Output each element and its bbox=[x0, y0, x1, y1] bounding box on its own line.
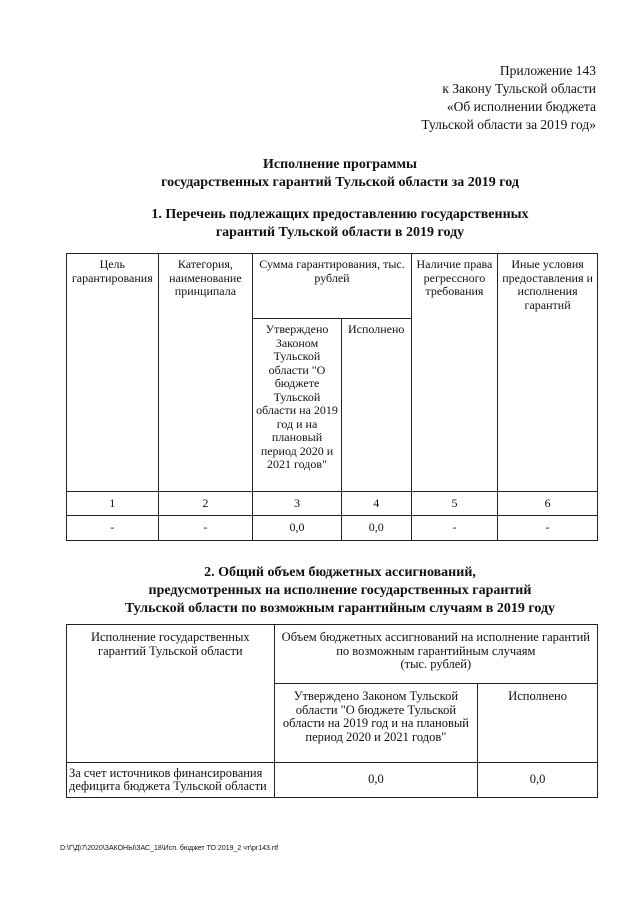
column-number: 3 bbox=[253, 492, 342, 516]
document-title bbox=[60, 156, 620, 192]
section1-title-line: 1. Перечень подлежащих предоставлению государственных bbox=[151, 207, 529, 222]
table-cell: 0,0 bbox=[341, 516, 411, 541]
section2-title-line: Тульской области по возможным гарантийным случаям в 2019 году bbox=[124, 601, 556, 616]
table-cell: - bbox=[498, 516, 598, 541]
header-executed: Исполнено bbox=[478, 684, 598, 763]
header-other-conditions: Иные условия предоставления и исполнения гарантий bbox=[498, 254, 598, 492]
appendix-block bbox=[360, 62, 596, 134]
header-execution: Исполнение государственных гарантий Тульской области bbox=[67, 625, 275, 763]
appendix-line: Приложение 143 bbox=[499, 63, 596, 78]
header-regress: Наличие права регрессного требования bbox=[411, 254, 497, 492]
section2-title-line: предусмотренных на исполнение государственных гарантий bbox=[148, 583, 532, 598]
header-amount: Сумма гарантирования, тыс. рублей bbox=[253, 254, 411, 319]
row-label: За счет источников финансирования дефицита бюджета Тульской области bbox=[67, 763, 275, 798]
table-cell: - bbox=[411, 516, 497, 541]
appendix-line: Тульской области за 2019 год» bbox=[421, 117, 596, 132]
title-line: государственных гарантий Тульской области за 2019 год bbox=[161, 175, 519, 190]
table-cell: 0,0 bbox=[274, 763, 478, 798]
header-goal: Цель гарантирования bbox=[67, 254, 159, 492]
title-line: Исполнение программы bbox=[263, 157, 417, 172]
file-path-footer: D:\Г\Д\7\2020\ЗАКОНЫ\ЗАС_18\Исп. бюджет ТО 2019_2 чт\pr143.rtf bbox=[60, 845, 279, 852]
header-executed: Исполнено bbox=[341, 319, 411, 492]
guarantees-table bbox=[66, 253, 598, 541]
table-cell: 0,0 bbox=[478, 763, 598, 798]
header-volume-unit: (тыс. рублей) bbox=[400, 657, 472, 671]
section2-title-line: 2. Общий объем бюджетных ассигнований, bbox=[204, 565, 476, 580]
column-number: 6 bbox=[498, 492, 598, 516]
column-number: 1 bbox=[67, 492, 159, 516]
header-volume bbox=[274, 625, 597, 684]
column-number: 5 bbox=[411, 492, 497, 516]
table-cell: - bbox=[67, 516, 159, 541]
section1-title-line: гарантий Тульской области в 2019 году bbox=[215, 225, 465, 240]
section2-title bbox=[60, 564, 620, 618]
column-number: 2 bbox=[158, 492, 253, 516]
header-approved: Утверждено Законом Тульской области "О бюджете Тульской области на 2019 год и на плановый период 2020 и 2021 годов" bbox=[274, 684, 478, 763]
table-cell: - bbox=[158, 516, 253, 541]
appendix-line: «Об исполнении бюджета bbox=[446, 99, 596, 114]
header-category: Категория, наименование принципала bbox=[158, 254, 253, 492]
table-cell: 0,0 bbox=[253, 516, 342, 541]
section1-title bbox=[60, 206, 620, 242]
column-number: 4 bbox=[341, 492, 411, 516]
appendix-line: к Закону Тульской области bbox=[442, 81, 596, 96]
header-approved: Утверждено Законом Тульской области "О бюджете Тульской области на 2019 год и на плановый период 2020 и 2021 годов" bbox=[253, 319, 342, 492]
allocations-table bbox=[66, 624, 598, 798]
header-volume-text: Объем бюджетных ассигнований на исполнение гарантий по возможным гарантийным случаям bbox=[281, 630, 590, 658]
